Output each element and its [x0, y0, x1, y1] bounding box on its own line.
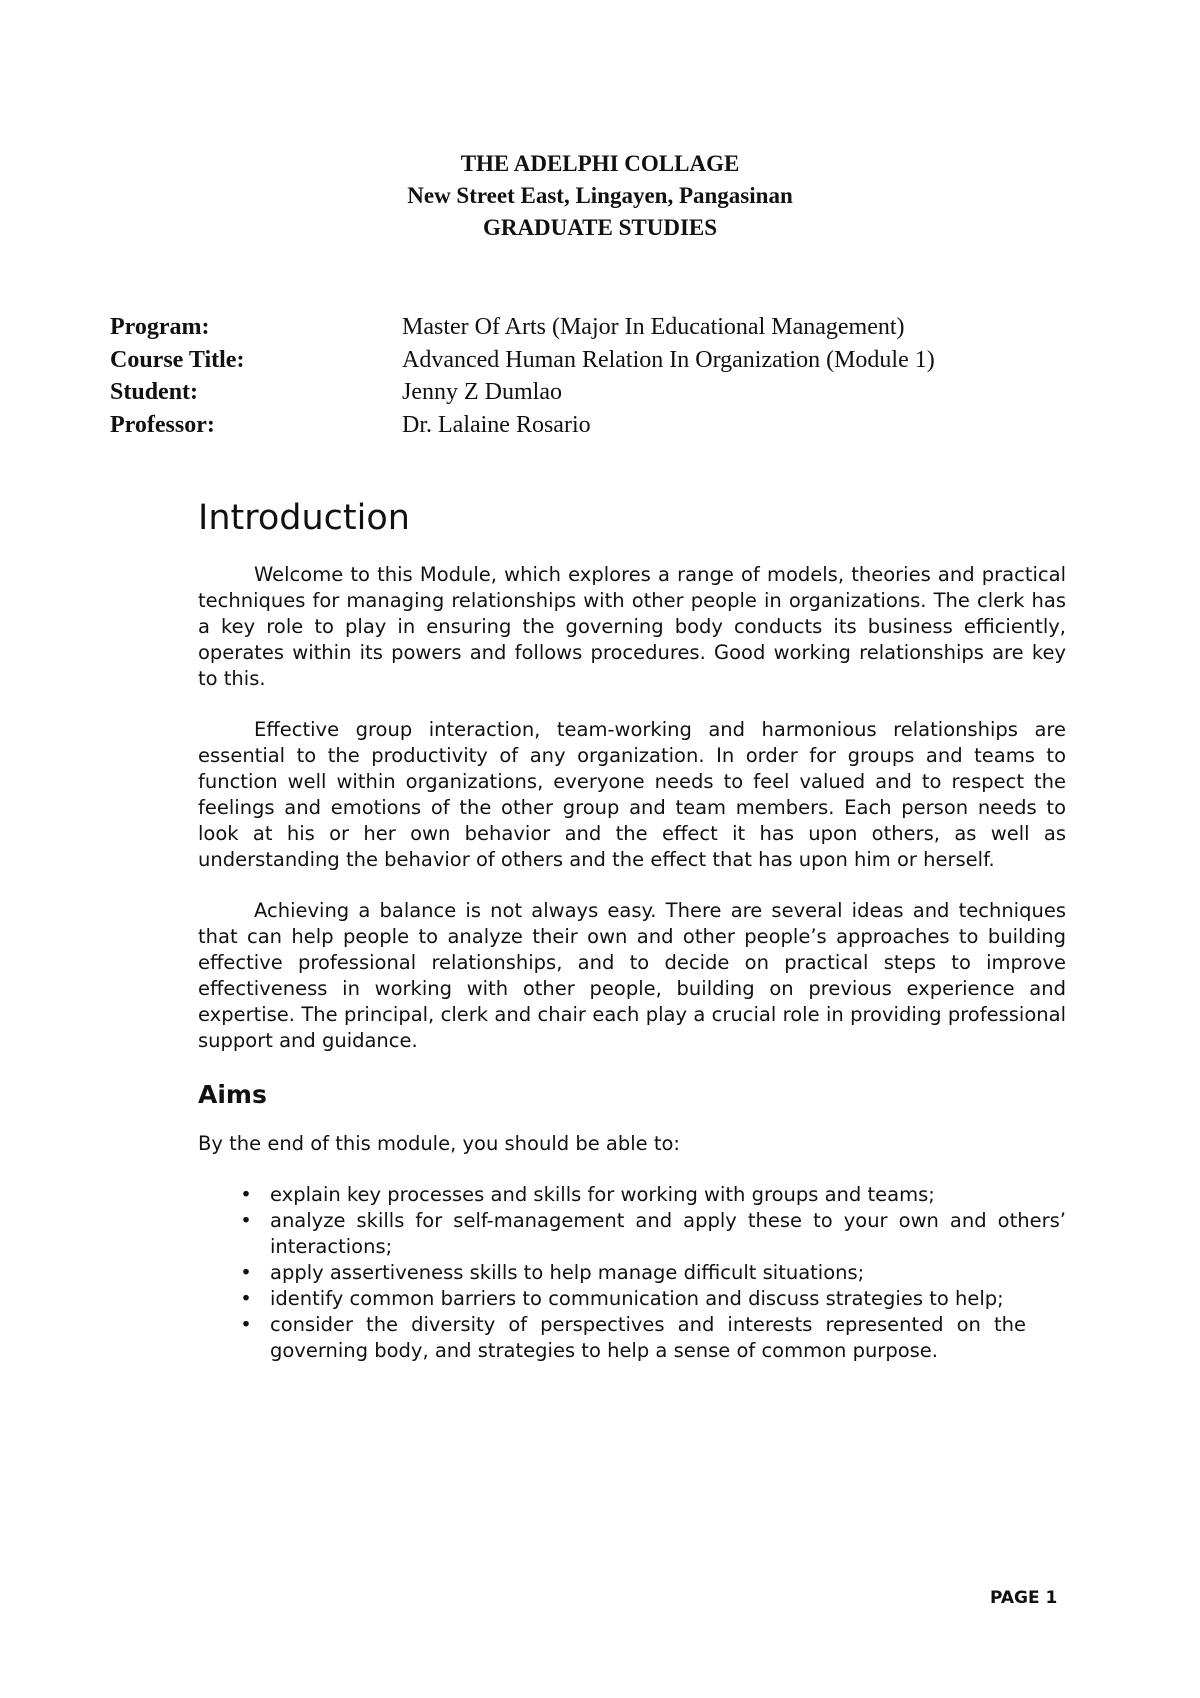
info-row-student — [110, 376, 935, 409]
document-body — [198, 496, 1066, 1364]
introduction-paragraph: Welcome to this Module, which explores a range of models, theories and practical techniques for managing relationships with other people in organizations. The clerk has a key role to play in ensuring the governing body conducts its business efficiently, operates within its powers and follows procedures. Good working relationships are key to this. — [198, 563, 1066, 690]
introduction-heading: Introduction — [198, 498, 410, 538]
introduction-paragraph: Achieving a balance is not always easy. There are several ideas and techniques that can help people to analyze their own and other people’s approaches to building effective professional relationships, and to decide on practical steps to improve effectiveness in working with other people, building on previous experience and expertise. The principal, clerk and chair each play a crucial role in providing professional support and guidance. — [198, 899, 1066, 1052]
list-item — [240, 1312, 1066, 1364]
document-header — [0, 148, 1200, 244]
info-label: Student: — [110, 379, 199, 405]
bullet-icon: • — [240, 1287, 252, 1310]
bullet-icon: • — [240, 1183, 252, 1206]
aim-text: explain key processes and skills for working with groups and teams; — [270, 1183, 935, 1206]
aim-text: analyze skills for self-management and apply these to your own and others’ interactions; — [270, 1209, 1066, 1258]
introduction-paragraph: Effective group interaction, team-working and harmonious relationships are essential to the productivity of any organization. In order for groups and teams to function well within organizations, everyone needs to feel valued and to respect the feelings and emotions of the other group and team members. Each person needs to look at his or her own behavior and the effect it has upon others, as well as understanding the behavior of others and the effect that has upon him or herself. — [198, 718, 1066, 871]
aims-heading: Aims — [198, 1080, 267, 1109]
bullet-icon: • — [240, 1261, 252, 1284]
college-address: New Street East, Lingayen, Pangasinan — [407, 183, 793, 208]
info-label: Professor: — [110, 411, 215, 438]
info-value: Advanced Human Relation In Organization (Module 1) — [402, 346, 935, 373]
college-name: THE ADELPHI COLLAGE — [460, 151, 740, 176]
aim-text: consider the diversity of perspectives and interests represented on the governing body, and strategies to help a sense of common purpose. — [270, 1313, 1026, 1362]
info-value: Dr. Lalaine Rosario — [402, 411, 591, 438]
bullet-icon: • — [240, 1313, 252, 1336]
aims-list — [198, 1182, 1066, 1364]
list-item — [240, 1182, 1066, 1208]
list-item — [240, 1260, 1066, 1286]
aim-text: apply assertiveness skills to help manage difficult situations; — [270, 1261, 865, 1284]
info-value: Jenny Z Dumlao — [402, 379, 562, 405]
aim-text: identify common barriers to communication and discuss strategies to help; — [270, 1287, 1004, 1310]
bullet-icon: • — [240, 1209, 252, 1232]
page-number: PAGE 1 — [990, 1588, 1058, 1608]
aims-intro: By the end of this module, you should be able to: — [198, 1132, 680, 1155]
info-row-course-title — [110, 344, 935, 377]
info-label: Program: — [110, 314, 210, 340]
info-row-professor — [110, 409, 935, 442]
info-value: Master Of Arts (Major In Educational Management) — [402, 314, 905, 340]
info-label: Course Title: — [110, 346, 245, 373]
department-name: GRADUATE STUDIES — [482, 215, 718, 240]
course-info-block — [110, 311, 935, 441]
list-item — [240, 1286, 1066, 1312]
list-item — [240, 1208, 1066, 1260]
info-row-program — [110, 311, 935, 344]
